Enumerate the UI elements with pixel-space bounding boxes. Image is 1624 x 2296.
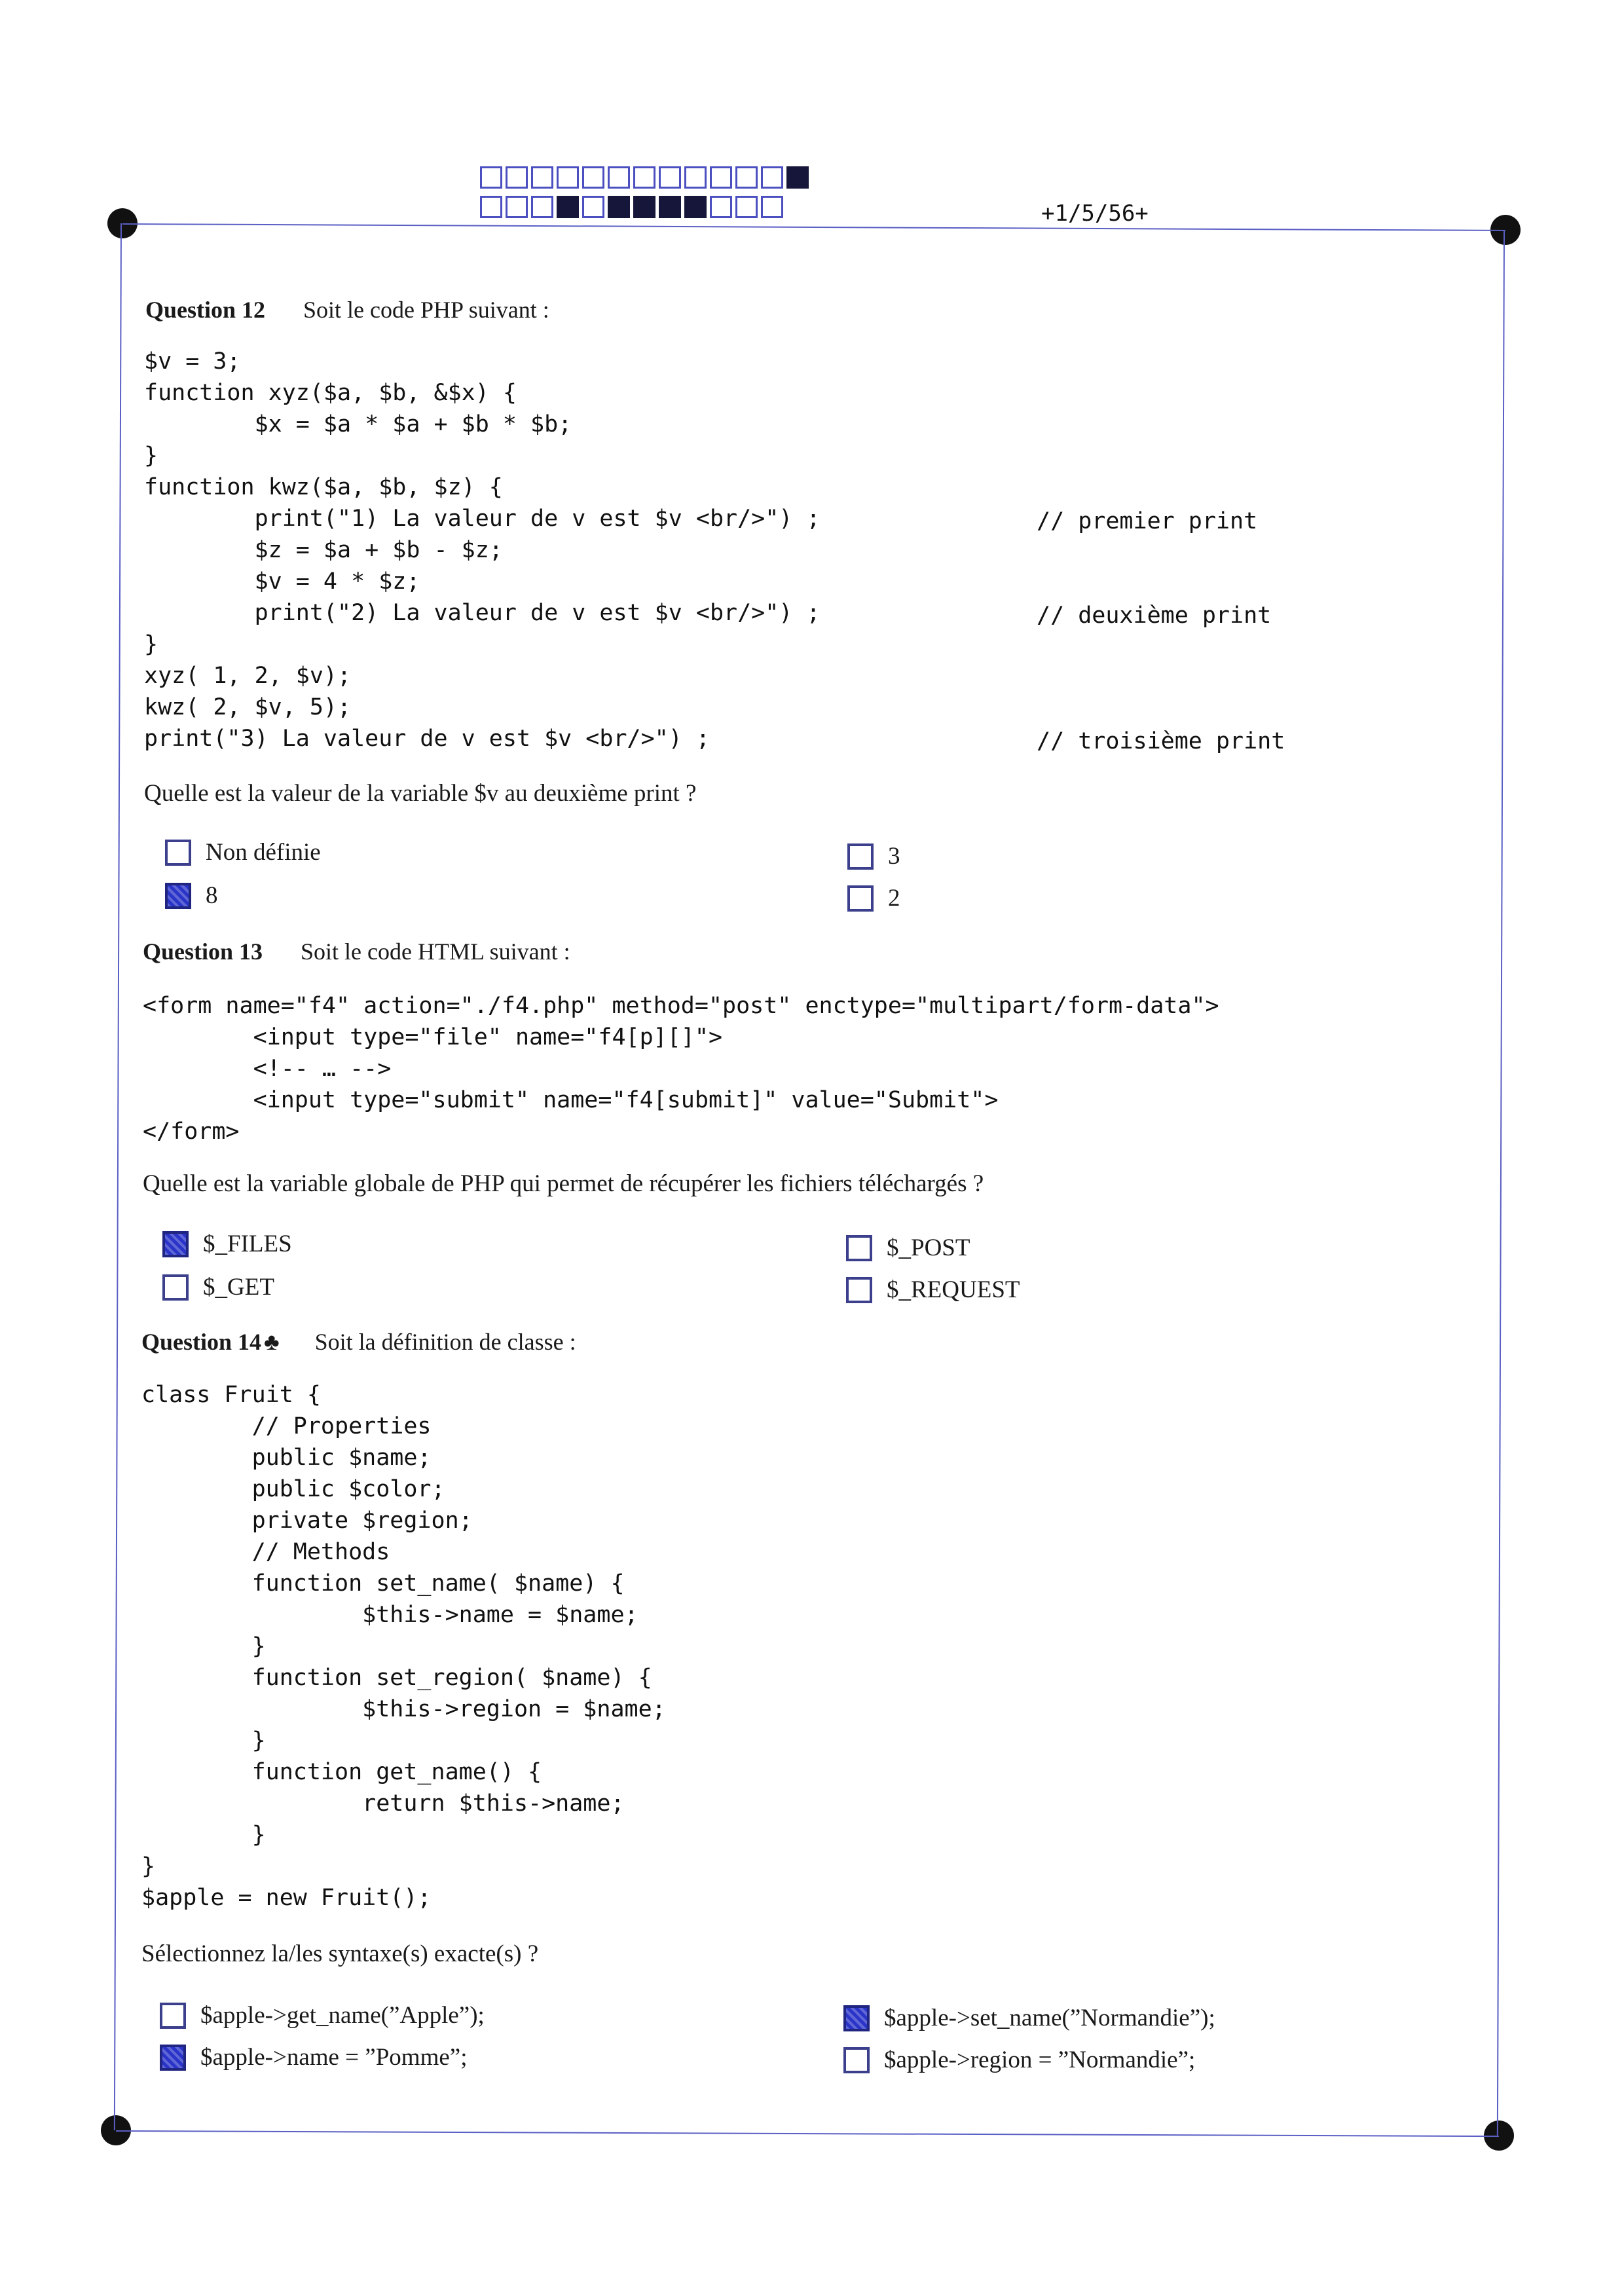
option-label: $apple->set_name(”Normandie”); xyxy=(884,2005,1215,2031)
question-14-prompt: Sélectionnez la/les syntaxe(s) exacte(s) ? xyxy=(141,1940,539,1967)
barcode-cell-empty xyxy=(608,166,630,189)
question-intro: Soit la définition de classe : xyxy=(314,1329,576,1355)
checkbox[interactable] xyxy=(847,843,874,870)
frame-bottom xyxy=(116,2130,1499,2137)
barcode-cell-filled xyxy=(633,196,655,218)
barcode-cell-empty xyxy=(710,166,732,189)
answer-option[interactable] xyxy=(160,2001,485,2029)
question-13-heading xyxy=(143,938,570,965)
answer-option[interactable] xyxy=(160,2043,468,2071)
checkbox[interactable] xyxy=(846,1277,872,1303)
question-intro: Soit le code HTML suivant : xyxy=(301,938,570,965)
option-label: $apple->region = ”Normandie”; xyxy=(884,2046,1196,2073)
barcode-cell-empty xyxy=(684,166,707,189)
option-label: $_GET xyxy=(203,1274,274,1301)
code-comment-deuxieme: // deuxième print xyxy=(1037,602,1272,629)
barcode-cell-empty xyxy=(735,166,758,189)
question-13-prompt: Quelle est la variable globale de PHP qui permet de récupérer les fichiers téléchargés ? xyxy=(143,1170,984,1197)
question-intro: Soit le code PHP suivant : xyxy=(303,297,549,323)
answer-option[interactable] xyxy=(162,1273,274,1301)
option-label: 2 xyxy=(888,885,900,912)
answer-option[interactable] xyxy=(846,1276,1020,1304)
checkbox-checked[interactable] xyxy=(160,2045,186,2071)
question-number: Question 12 xyxy=(145,297,266,323)
club-icon: ♣ xyxy=(264,1329,280,1355)
code-comment-troisieme: // troisième print xyxy=(1037,728,1285,754)
frame-left xyxy=(114,223,122,2130)
option-label: 8 xyxy=(206,882,218,909)
barcode-cell-empty xyxy=(710,196,732,218)
barcode-cell-empty xyxy=(480,196,502,218)
checkbox-checked[interactable] xyxy=(165,883,191,909)
barcode-cell-empty xyxy=(582,196,604,218)
barcode-cell-empty xyxy=(506,166,528,189)
barcode-cell-empty xyxy=(531,166,553,189)
answer-option[interactable] xyxy=(162,1230,292,1258)
barcode-cell-empty xyxy=(582,166,604,189)
checkbox[interactable] xyxy=(847,885,874,912)
barcode-cell-filled xyxy=(608,196,630,218)
question-number: Question 14 xyxy=(141,1329,262,1355)
barcode-cell-empty xyxy=(531,196,553,218)
checkbox[interactable] xyxy=(843,2047,870,2073)
checkbox-checked[interactable] xyxy=(843,2005,870,2031)
checkbox[interactable] xyxy=(160,2003,186,2029)
barcode-cell-empty xyxy=(659,166,681,189)
answer-option[interactable] xyxy=(165,838,321,866)
question-13-code: <form name="f4" action="./f4.php" method="post" enctype="multipart/form-data"> <input type="file" name="f4[p][]"> <!-- … --> <input type="submit" name="f4[submit]" value="Submit"> </form> xyxy=(143,993,1219,1145)
barcode-cell-filled xyxy=(684,196,707,218)
barcode-bottom xyxy=(480,196,786,218)
option-label: $apple->name = ”Pomme”; xyxy=(200,2044,468,2071)
barcode-cell-empty xyxy=(735,196,758,218)
option-label: $apple->get_name(”Apple”); xyxy=(200,2002,485,2029)
answer-option[interactable] xyxy=(846,1234,970,1262)
barcode-cell-empty xyxy=(480,166,502,189)
option-label: $_REQUEST xyxy=(887,1276,1020,1303)
option-label: $_FILES xyxy=(203,1231,292,1257)
checkbox[interactable] xyxy=(162,1274,189,1301)
option-label: $_POST xyxy=(887,1234,970,1261)
question-14-code: class Fruit { // Properties public $name; public $color; private $region; // Methods function set_name( $name) { $this->name = $name; } function set_region( $name) { $this->region = $name; } function get_name() { return $this->name; } } $apple = new Fruit(); xyxy=(141,1382,666,1911)
barcode-cell-empty xyxy=(633,166,655,189)
question-14-heading xyxy=(141,1328,576,1356)
code-comment-premier: // premier print xyxy=(1037,508,1258,534)
question-12-heading xyxy=(145,296,549,324)
option-label: 3 xyxy=(888,843,900,870)
barcode-top xyxy=(480,166,812,189)
answer-option[interactable] xyxy=(843,2046,1195,2074)
checkbox[interactable] xyxy=(165,840,191,866)
barcode-cell-filled xyxy=(659,196,681,218)
answer-option[interactable] xyxy=(843,2004,1215,2032)
checkbox[interactable] xyxy=(846,1235,872,1261)
barcode-cell-empty xyxy=(761,166,783,189)
barcode-cell-empty xyxy=(506,196,528,218)
question-number: Question 13 xyxy=(143,938,263,965)
checkbox-checked[interactable] xyxy=(162,1231,189,1257)
frame-top xyxy=(122,223,1505,231)
question-12-code: $v = 3; function xyz($a, $b, &$x) { $x = $a * $a + $b * $b; } function kwz($a, $b, $z) { print("1) La valeur de v est $v <br/>") ; $z = $a + $b - $z; $v = 4 * $z; print("2) La valeur de v est $v <br/>") ; } xyz( 1, 2, $v); kwz( 2, $v, 5); print("3) La valeur de v est $v <br/>") ; xyxy=(144,348,821,752)
answer-option[interactable] xyxy=(847,884,900,912)
barcode-cell-filled xyxy=(557,196,579,218)
answer-option[interactable] xyxy=(847,842,900,870)
option-label: Non définie xyxy=(206,839,321,866)
answer-option[interactable] xyxy=(165,881,218,910)
page-id: +1/5/56+ xyxy=(1041,200,1149,227)
barcode-cell-filled xyxy=(786,166,809,189)
barcode-cell-empty xyxy=(557,166,579,189)
frame-right xyxy=(1497,230,1505,2136)
question-12-prompt: Quelle est la valeur de la variable $v au deuxième print ? xyxy=(144,780,697,807)
barcode-cell-empty xyxy=(761,196,783,218)
